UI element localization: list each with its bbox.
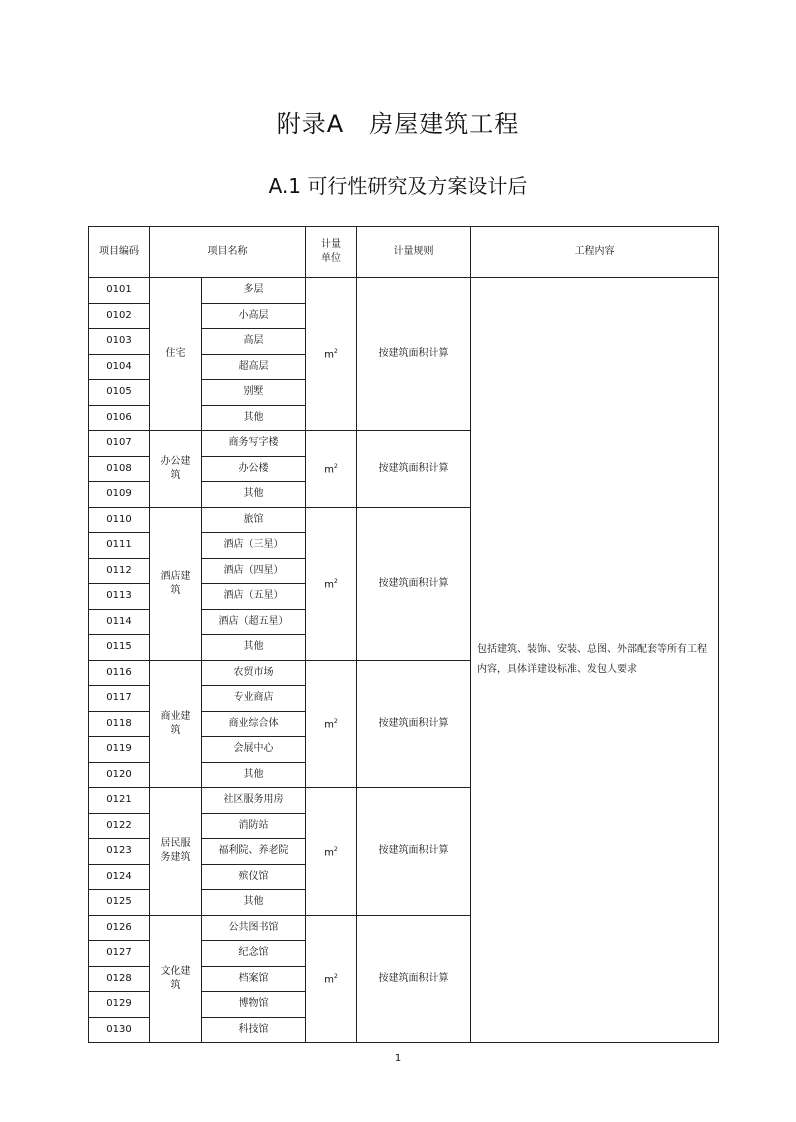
item-name: 酒店（四星） bbox=[202, 558, 306, 584]
work-content-cell: 包括建筑、装饰、安装、总图、外部配套等所有工程内容，具体详建设标准、发包人要求 bbox=[471, 278, 719, 1043]
header-name: 项目名称 bbox=[150, 227, 306, 278]
item-code: 0130 bbox=[89, 1017, 150, 1043]
unit-superscript: 2 bbox=[333, 577, 338, 585]
item-name: 福利院、养老院 bbox=[202, 839, 306, 865]
item-code: 0119 bbox=[89, 737, 150, 763]
header-unit-line1: 计量 bbox=[321, 239, 341, 250]
category-name: 住宅 bbox=[150, 278, 202, 431]
item-code: 0129 bbox=[89, 992, 150, 1018]
item-code: 0123 bbox=[89, 839, 150, 865]
item-code: 0107 bbox=[89, 431, 150, 457]
unit-cell bbox=[306, 915, 357, 1043]
item-code: 0103 bbox=[89, 329, 150, 355]
unit-superscript: 2 bbox=[333, 845, 338, 853]
item-name: 酒店（三星） bbox=[202, 533, 306, 559]
item-name: 消防站 bbox=[202, 813, 306, 839]
item-name: 档案馆 bbox=[202, 966, 306, 992]
table-header-row bbox=[89, 227, 719, 278]
unit-cell bbox=[306, 660, 357, 788]
item-name: 别墅 bbox=[202, 380, 306, 406]
item-name: 其他 bbox=[202, 635, 306, 661]
item-name: 公共图书馆 bbox=[202, 915, 306, 941]
item-code: 0108 bbox=[89, 456, 150, 482]
item-name: 博物馆 bbox=[202, 992, 306, 1018]
rule-cell: 按建筑面积计算 bbox=[357, 915, 471, 1043]
item-code: 0106 bbox=[89, 405, 150, 431]
item-code: 0121 bbox=[89, 788, 150, 814]
rule-cell: 按建筑面积计算 bbox=[357, 507, 471, 660]
table-body bbox=[89, 278, 719, 1043]
item-code: 0122 bbox=[89, 813, 150, 839]
table-row bbox=[89, 278, 719, 304]
bill-of-quantities-table bbox=[88, 226, 719, 1043]
item-code: 0117 bbox=[89, 686, 150, 712]
item-name: 社区服务用房 bbox=[202, 788, 306, 814]
item-code: 0102 bbox=[89, 303, 150, 329]
item-code: 0116 bbox=[89, 660, 150, 686]
item-name: 酒店（五星） bbox=[202, 584, 306, 610]
section-title: A.1 可行性研究及方案设计后 bbox=[268, 174, 528, 198]
item-name: 商务写字楼 bbox=[202, 431, 306, 457]
item-name: 办公楼 bbox=[202, 456, 306, 482]
category-name: 酒店建筑 bbox=[150, 507, 202, 660]
item-name: 旅馆 bbox=[202, 507, 306, 533]
item-code: 0125 bbox=[89, 890, 150, 916]
item-code: 0101 bbox=[89, 278, 150, 304]
unit-base: m bbox=[324, 846, 334, 858]
unit-base: m bbox=[324, 974, 334, 986]
rule-cell: 按建筑面积计算 bbox=[357, 660, 471, 788]
unit-superscript: 2 bbox=[333, 348, 338, 356]
rule-cell: 按建筑面积计算 bbox=[357, 788, 471, 916]
item-name: 多层 bbox=[202, 278, 306, 304]
unit-base: m bbox=[324, 349, 334, 361]
page-number: 1 bbox=[394, 1053, 402, 1064]
item-code: 0113 bbox=[89, 584, 150, 610]
category-name: 居民服务建筑 bbox=[150, 788, 202, 916]
item-code: 0120 bbox=[89, 762, 150, 788]
rule-cell: 按建筑面积计算 bbox=[357, 431, 471, 508]
item-code: 0104 bbox=[89, 354, 150, 380]
item-name: 商业综合体 bbox=[202, 711, 306, 737]
item-code: 0105 bbox=[89, 380, 150, 406]
item-name: 殡仪馆 bbox=[202, 864, 306, 890]
item-code: 0111 bbox=[89, 533, 150, 559]
unit-base: m bbox=[324, 719, 334, 731]
item-code: 0124 bbox=[89, 864, 150, 890]
item-code: 0127 bbox=[89, 941, 150, 967]
category-name: 办公建筑 bbox=[150, 431, 202, 508]
item-code: 0112 bbox=[89, 558, 150, 584]
item-code: 0118 bbox=[89, 711, 150, 737]
item-code: 0109 bbox=[89, 482, 150, 508]
unit-base: m bbox=[324, 464, 334, 476]
item-name: 超高层 bbox=[202, 354, 306, 380]
unit-cell bbox=[306, 788, 357, 916]
item-name: 酒店（超五星） bbox=[202, 609, 306, 635]
item-name: 其他 bbox=[202, 482, 306, 508]
item-name: 小高层 bbox=[202, 303, 306, 329]
item-name: 高层 bbox=[202, 329, 306, 355]
unit-cell bbox=[306, 431, 357, 508]
item-code: 0128 bbox=[89, 966, 150, 992]
item-code: 0115 bbox=[89, 635, 150, 661]
unit-superscript: 2 bbox=[333, 718, 338, 726]
header-rule: 计量规则 bbox=[357, 227, 471, 278]
item-name: 专业商店 bbox=[202, 686, 306, 712]
item-name: 科技馆 bbox=[202, 1017, 306, 1043]
header-unit-line2: 单位 bbox=[321, 253, 341, 264]
unit-superscript: 2 bbox=[333, 463, 338, 471]
unit-cell bbox=[306, 507, 357, 660]
header-code: 项目编码 bbox=[89, 227, 150, 278]
header-unit bbox=[306, 227, 357, 278]
item-code: 0126 bbox=[89, 915, 150, 941]
item-name: 其他 bbox=[202, 405, 306, 431]
unit-cell bbox=[306, 278, 357, 431]
appendix-title: 附录A 房屋建筑工程 bbox=[276, 110, 520, 138]
item-name: 其他 bbox=[202, 890, 306, 916]
item-code: 0110 bbox=[89, 507, 150, 533]
category-name: 文化建筑 bbox=[150, 915, 202, 1043]
item-name: 农贸市场 bbox=[202, 660, 306, 686]
rule-cell: 按建筑面积计算 bbox=[357, 278, 471, 431]
item-name: 纪念馆 bbox=[202, 941, 306, 967]
item-name: 其他 bbox=[202, 762, 306, 788]
unit-superscript: 2 bbox=[333, 973, 338, 981]
item-name: 会展中心 bbox=[202, 737, 306, 763]
unit-base: m bbox=[324, 579, 334, 591]
header-content: 工程内容 bbox=[471, 227, 719, 278]
item-code: 0114 bbox=[89, 609, 150, 635]
category-name: 商业建筑 bbox=[150, 660, 202, 788]
